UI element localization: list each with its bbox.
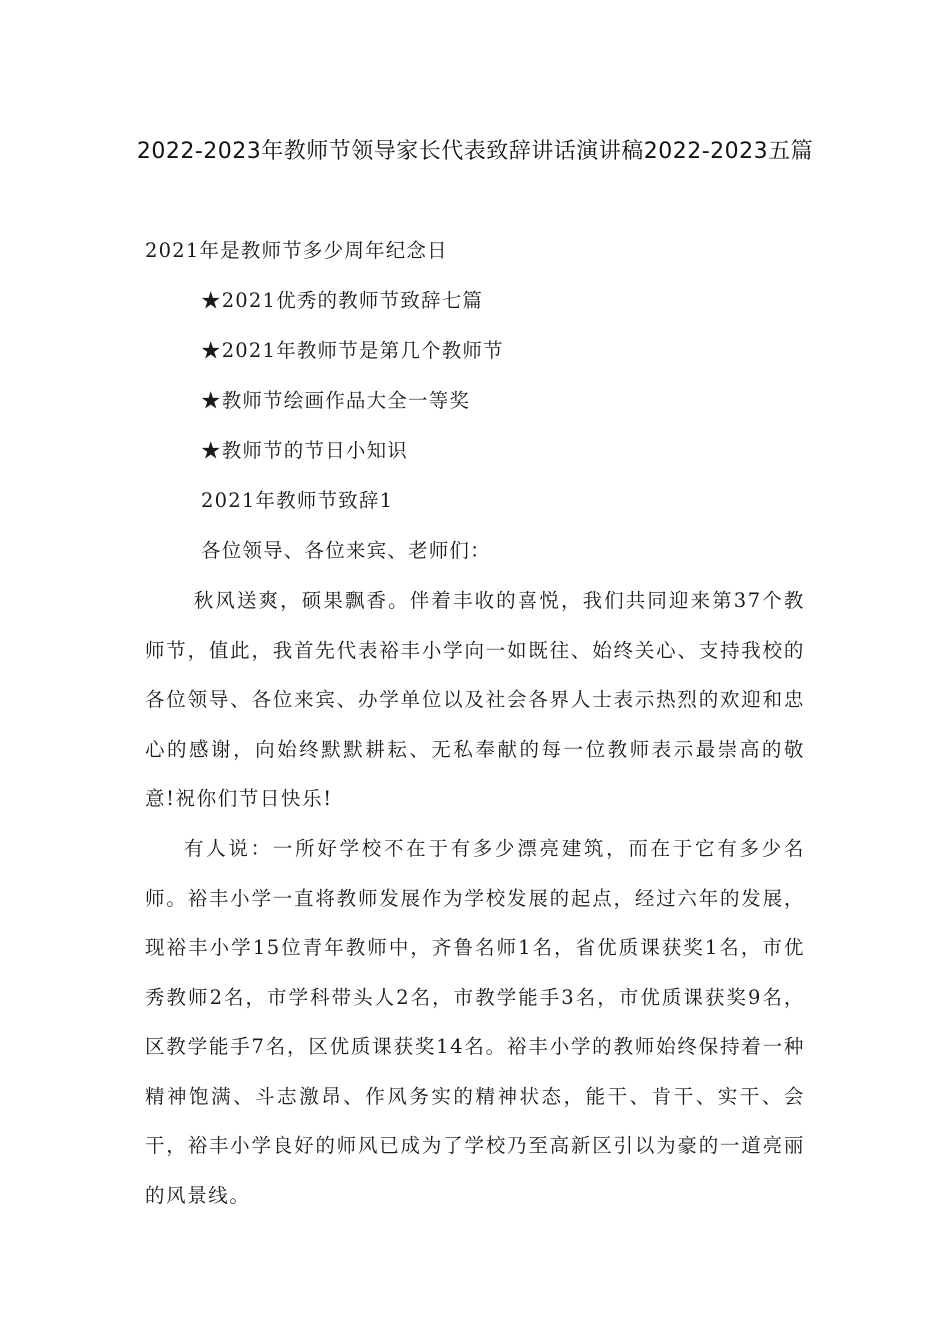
subtitle-line: 2021年是教师节多少周年纪念日: [145, 239, 448, 262]
salutation: 各位领导、各位来宾、老师们：: [201, 539, 491, 562]
related-link-4[interactable]: ★教师节的节日小知识: [201, 439, 409, 462]
section-heading: 2021年教师节致辞1: [201, 489, 394, 512]
paragraph-1: 秋风送爽，硕果飘香。伴着丰收的喜悦，我们共同迎来第37个教师节，值此，我首先代表裕丰小学向一如既往、始终关心、支持我校的各位领导、各位来宾、办学单位以及社会各界人士表示热烈的欢迎和忠心的感谢，向始终默默耕耘、无私奉献的每一位教师表示最崇高的敬意!祝你们节日快乐!: [145, 589, 805, 810]
paragraph-2: 有人说：一所好学校不在于有多少漂亮建筑，而在于它有多少名师。裕丰小学一直将教师发展作为学校发展的起点，经过六年的发展，现裕丰小学15位青年教师中，齐鲁名师1名，省优质课获奖1名，市优秀教师2名，市学科带头人2名，市教学能手3名，市优质课获奖9名，区教学能手7名，区优质课获奖14名。裕丰小学的教师始终保持着一种精神饱满、斗志激昂、作风务实的精神状态，能干、肯干、实干、会干，裕丰小学良好的师风已成为了学校乃至高新区引以为豪的一道亮丽的风景线。: [145, 837, 805, 1207]
related-link-1[interactable]: ★2021优秀的教师节致辞七篇: [201, 289, 484, 312]
related-link-3[interactable]: ★教师节绘画作品大全一等奖: [201, 389, 471, 412]
document-title: 2022-2023年教师节领导家长代表致辞讲话演讲稿2022-2023五篇: [136, 139, 814, 164]
related-link-2[interactable]: ★2021年教师节是第几个教师节: [201, 339, 504, 362]
